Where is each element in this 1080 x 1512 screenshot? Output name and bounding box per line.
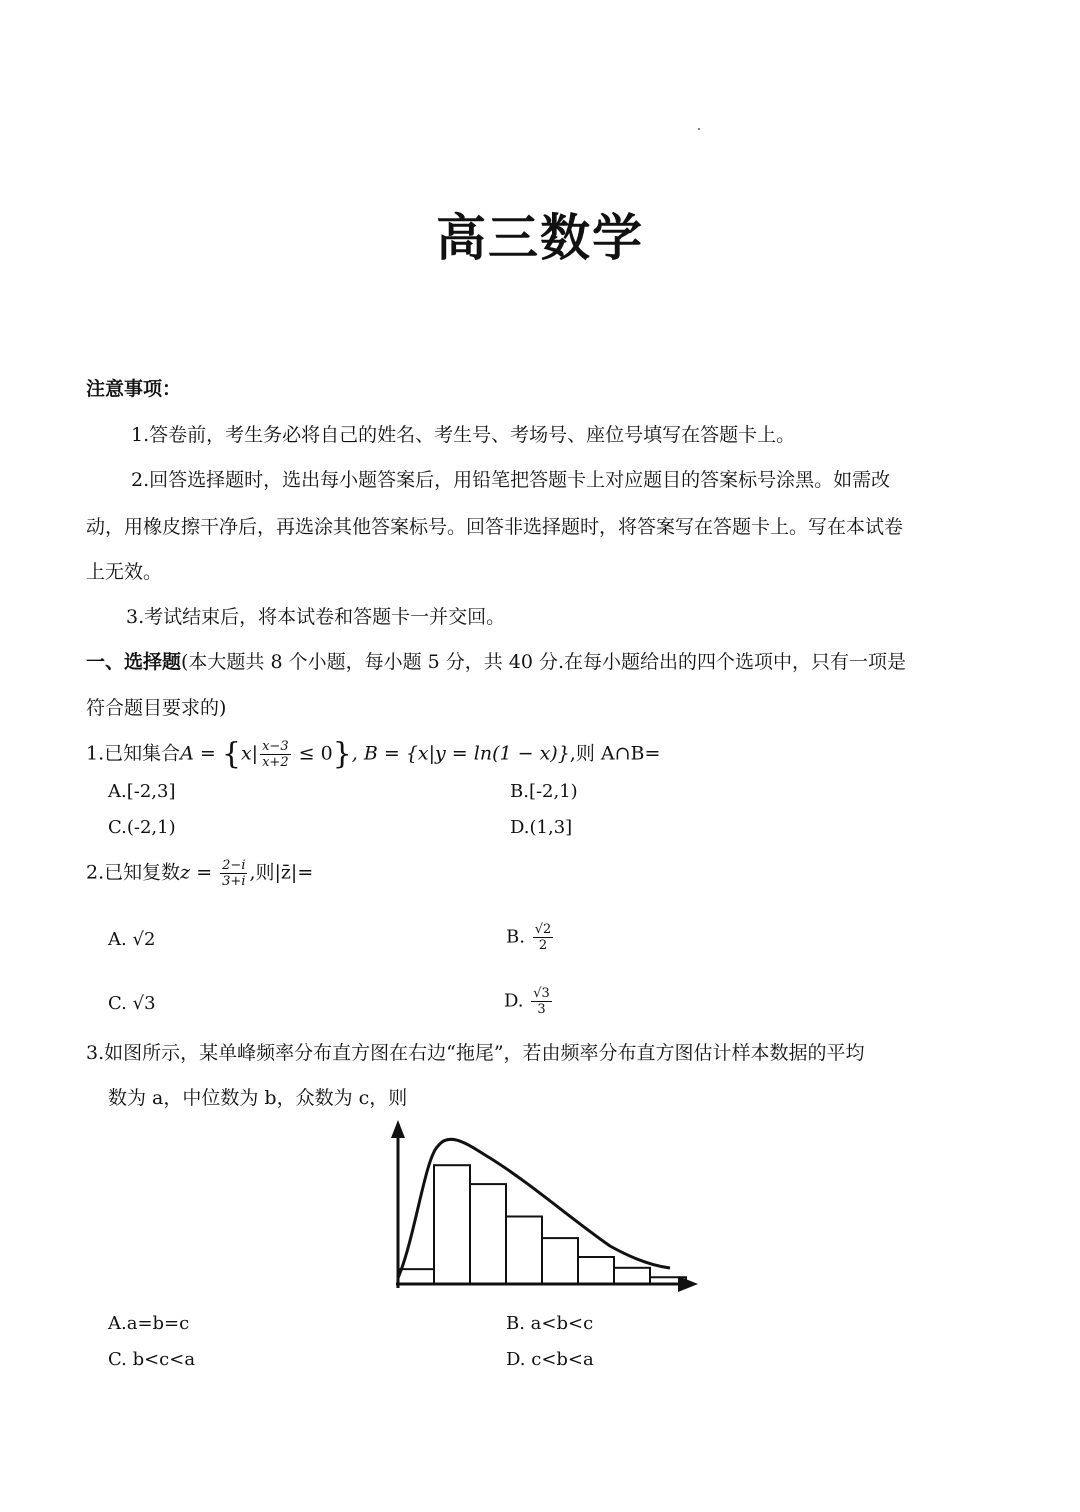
q2-option-d	[504, 986, 554, 1017]
q2-option-c	[108, 993, 156, 1015]
q2-option-b-num: √2	[534, 922, 552, 937]
histogram-bar	[614, 1268, 650, 1284]
q1-option-b: B.[-2,1)	[510, 781, 578, 802]
q2-option-b	[506, 922, 555, 953]
q2-option-a-value: √2	[132, 929, 156, 950]
q3-option-a: A.a=b=c	[108, 1313, 190, 1334]
q2-option-c-label: C.	[108, 993, 127, 1014]
q2-option-d-label: D.	[504, 990, 524, 1012]
histogram-bar	[578, 1257, 614, 1284]
notice-item-3: 3.考试结束后，将本试卷和答题卡一并交回。	[126, 606, 506, 628]
q1-frac-num: x−3	[262, 739, 289, 754]
histogram-bar	[506, 1217, 542, 1285]
q2-suffix: ,则|z̄|=	[249, 861, 314, 884]
section1-desc-line2: 符合题目要求的)	[86, 697, 227, 719]
q1-option-c: C.(-2,1)	[108, 817, 176, 838]
notice-item-2-end: 上无效。	[86, 561, 163, 583]
q1-frac-den: x+2	[262, 755, 289, 770]
q2-option-d-frac	[531, 986, 552, 1017]
q3-option-c: C. b<c<a	[108, 1349, 196, 1370]
q1-leq: ≤ 0	[292, 742, 333, 765]
q1-option-d: D.(1,3]	[510, 817, 573, 838]
q2-fraction	[220, 858, 247, 889]
q1-fraction	[260, 739, 291, 770]
q1-x-bar: x|	[240, 742, 259, 765]
q1-prefix: 1.已知集合	[86, 742, 181, 765]
question-3-line2: 数为 a，中位数为 b，众数为 c，则	[108, 1087, 408, 1109]
q2-option-a-label: A.	[108, 929, 127, 950]
q2-option-b-den: 2	[538, 938, 548, 953]
section1-heading: 一、选择题	[86, 651, 182, 673]
q2-option-b-frac	[533, 922, 554, 953]
histogram-y-arrow-icon	[391, 1120, 405, 1138]
notice-item-2-cont: 动，用橡皮擦干净后，再选涂其他答案标号。回答非选择题时，将答案写在答题卡上。写在本试卷	[86, 516, 904, 538]
histogram-curve	[398, 1139, 670, 1278]
section1-desc: (本大题共 8 个小题，每小题 5 分，共 40 分.在每小题给出的四个选项中，只有一项是	[181, 651, 907, 673]
notice-item-1: 1.答卷前，考生务必将自己的姓名、考生号、考场号、座位号填写在答题卡上。	[131, 424, 796, 446]
histogram-bar	[470, 1184, 506, 1284]
q1-suffix: ,则 A∩B=	[569, 742, 661, 765]
histogram-bar	[434, 1165, 470, 1284]
q2-frac-num: 2−i	[222, 858, 246, 873]
q2-option-a	[108, 929, 155, 951]
q1-option-a: A.[-2,3]	[108, 781, 176, 802]
q1-set-a: A	[180, 742, 194, 765]
q2-z-eq: z =	[180, 861, 219, 884]
notice-item-2: 2.回答选择题时，选出每小题答案后，用铅笔把答题卡上对应题目的答案标号涂黑。如需改	[131, 469, 891, 491]
q2-option-c-value: √3	[132, 993, 156, 1014]
histogram-bar	[542, 1238, 578, 1284]
q3-option-b: B. a<b<c	[506, 1313, 594, 1334]
histogram-x-arrow-icon	[678, 1276, 698, 1292]
scan-speck	[698, 128, 700, 130]
histogram-figure	[380, 1118, 710, 1298]
notice-heading: 注意事项：	[86, 378, 182, 400]
q1-set-b: , B = {x|y = ln(1 − x)}	[351, 742, 570, 765]
histogram-bars	[398, 1165, 686, 1284]
q1-brace-close: }	[332, 736, 352, 772]
q2-frac-den: 3+i	[222, 874, 246, 889]
q2-prefix: 2.已知复数	[86, 861, 181, 884]
question-1-stem	[86, 736, 661, 772]
q1-eq: =	[193, 742, 222, 765]
histogram-bar	[398, 1269, 434, 1284]
q2-option-d-num: √3	[533, 986, 550, 1001]
q2-option-d-den: 3	[537, 1002, 546, 1017]
question-2-stem	[86, 858, 313, 889]
page-title: 高三数学	[436, 209, 644, 267]
q2-option-b-label: B.	[506, 926, 525, 948]
section1-line1	[86, 651, 906, 673]
question-3-line1: 3.如图所示，某单峰频率分布直方图在右边“拖尾”，若由频率分布直方图估计样本数据的平均	[86, 1042, 865, 1064]
q1-brace-open: {	[221, 736, 241, 772]
q3-option-d: D. c<b<a	[506, 1349, 594, 1370]
